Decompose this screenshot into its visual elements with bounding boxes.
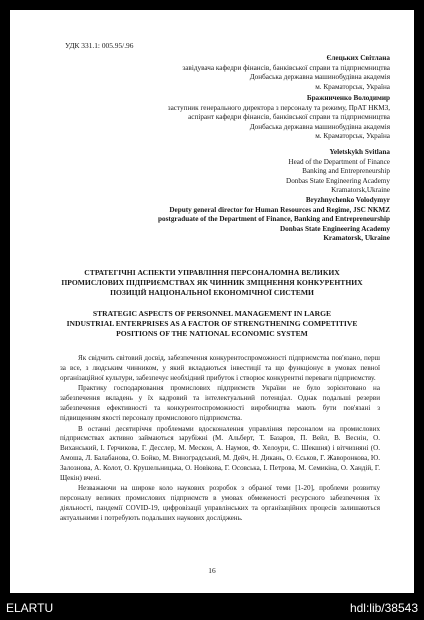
udc-code: УДК 331.1: 005.95/.96 (65, 41, 134, 50)
author-affiliation: Kramatorsk, Ukraine (323, 234, 390, 243)
title-line: ПОЗИЦІЙ НАЦІОНАЛЬНОЇ ЕКОНОМІЧНОЇ СИСТЕМИ (110, 288, 314, 297)
title-line: СТРАТЕГІЧНІ АСПЕКТИ УПРАВЛІННЯ ПЕРСОНАЛОМНА ВЕЛИКИХ (84, 268, 340, 277)
author-name: Yeletskykh Svitlana (329, 148, 390, 156)
handle-link[interactable]: hdl:lib/38543 (349, 601, 418, 615)
author-name: Бражниченко Володимир (306, 94, 390, 102)
author-affiliation: Donbas State Engineering Academy (279, 224, 390, 233)
author-name: Єлецьких Світлана (326, 54, 390, 62)
title-line: STRATEGIC ASPECTS OF PERSONNEL MANAGEMENT IN LARGE (92, 309, 332, 318)
footer-bar (0, 596, 424, 620)
author-affiliation: postgraduate of the Department of Finance, Banking and Entrepreneurship (158, 215, 390, 224)
title-line: POSITIONS OF THE NATIONAL ECONOMIC SYSTEM (116, 329, 308, 338)
author-affiliation: Kramatorsk,Ukraine (331, 186, 390, 195)
author-block-en-2 (158, 196, 390, 244)
author-affiliation: м. Краматорськ, Україна (315, 82, 390, 91)
paragraph: Практику господарювання промислових підприємств України не було зорієнтовано на забезпечення вкладень у їх кадровий та інтелектуальний потенціал. Однак подальші резерви забезпечення ефективності та конкурентоспроможності виробництва мають бути пов'язані з підвищенням якості персоналу промислового підприємства. (60, 384, 380, 422)
paragraph: Незважаючи на широке коло наукових розробок з обраної теми [1-20], проблеми розвитку персоналу великих промислових підприємств в умовах обмеженості ресурсного забезпечення їх діяльності, пандемії COVID-19, цифровізації управлінських та організаційних процесів залишаються актуальними і потребують подальших наукових досліджень. (60, 484, 380, 522)
title-en (40, 309, 384, 339)
body-text (60, 354, 380, 525)
page-number: 16 (208, 566, 216, 575)
author-affiliation: Донбаська державна машинобудівна академія (249, 73, 390, 82)
author-affiliation: Banking and Entrepreneurship (302, 167, 390, 176)
title-line: INDUSTRIAL ENTERPRISES AS A FACTOR OF STRENGTHENING COMPETITIVE (66, 319, 358, 328)
author-name: Bryzhnychenko Volodymyr (305, 196, 390, 204)
author-block-en-1 (286, 148, 390, 196)
author-affiliation: Донбаська державна машинобудівна академія (249, 122, 390, 131)
author-affiliation: м. Краматорськ, Україна (315, 132, 390, 141)
author-affiliation: заступник генерального директора з персоналу та режиму, ПрАТ НКМЗ, (167, 103, 390, 112)
author-block-ua-2 (168, 94, 390, 142)
repository-name: ELARTU (6, 601, 54, 615)
author-affiliation: Deputy general director for Human Resources and Regime, JSC NKMZ (169, 205, 390, 214)
title-line: ПРОМИСЛОВИХ ПІДПРИЄМСТВАХ ЯК ЧИННИК ЗМІЦНЕННЯ КОНКУРЕНТНИХ (61, 278, 363, 287)
author-affiliation: аспірант кафедри фінансів, банківської справи та підприємництва (188, 113, 390, 122)
title-ua (40, 268, 384, 298)
author-affiliation: Head of the Department of Finance (288, 157, 390, 166)
author-affiliation: завідувача кафедри фінансів, банківської справи та підприємництва (182, 63, 390, 72)
author-block-ua-1 (182, 54, 390, 92)
paragraph: Як свідчить світовий досвід, забезпечення конкурентоспроможності підприємства пов'язано, перш за все, з людським чинником, у який вкладаються інвестиції та що функціонує в умовах певної організаційної культури, забезпечує необхідний прибуток і створює конкурентні переваги підприємству. (60, 354, 380, 382)
paragraph: В останні десятиріччя проблемами вдосконалення управління персоналом на промислових підприємствах активно займаються зарубіжні (М. Альберт, Т. Базаров, П. Вейл, В. Веснін, О. Виханський, І. Герчикова, Г. Десслер, М. Мескон, А. Наумов, Ф. Хелоури, С. Шекшня) і вітчизняні (О. Амоша, Л. Балабанова, О. Бойко, М. Виноградський, М. Дейч, Н. Дикань, О. Єськов, Г. Жаворонкова, Ю. Залознова, А. Колот, О. Крушельницька, О. Новікова, Г. Осовська, І. Петрова, М. Семикіна, О. Хандій, Г. Щекін) вчені. (60, 424, 380, 482)
author-affiliation: Donbas State Engineering Academy (286, 176, 390, 185)
document-page (10, 10, 414, 593)
